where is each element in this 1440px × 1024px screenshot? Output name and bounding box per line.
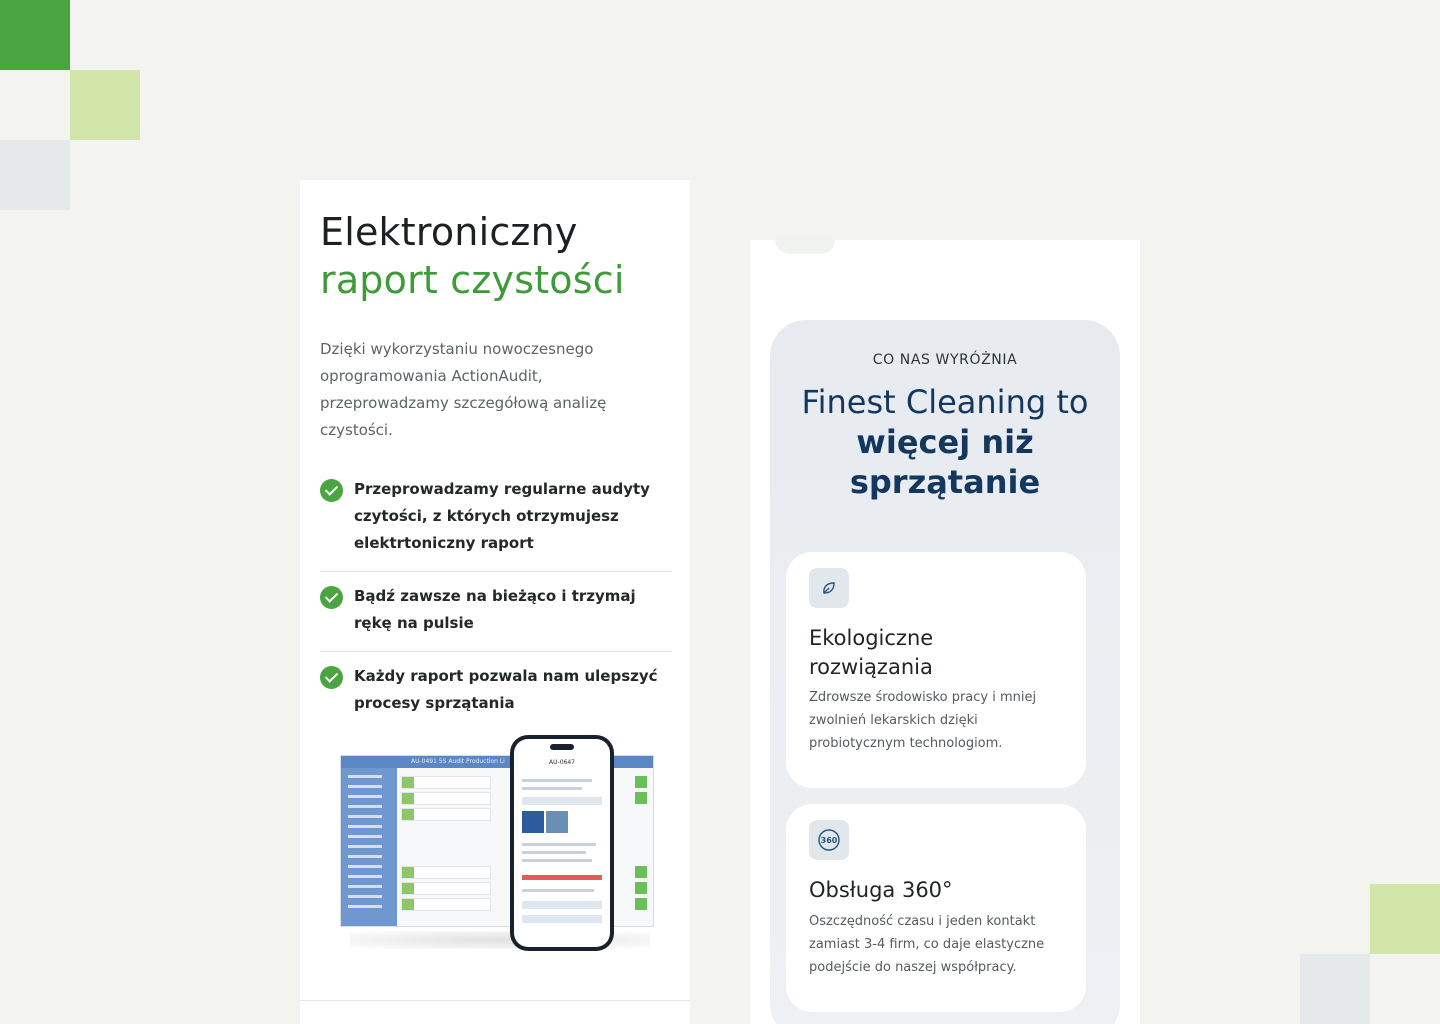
heading-line-1: Elektroniczny — [320, 210, 578, 254]
why-us-card — [770, 320, 1120, 1024]
headline-line-3: sprzątanie — [849, 463, 1041, 501]
laptop-row — [401, 808, 491, 821]
laptop-sidebar — [341, 768, 397, 926]
check-icon — [320, 479, 343, 502]
laptop-check — [635, 866, 647, 878]
feature-description: Oszczędność czasu i jeden kontakt zamiast 3-4 firm, co daje elastyczne podejście do naszej współpracy. — [809, 914, 1045, 975]
heading-line-2: raport czystości — [320, 258, 625, 302]
feature-description: Zdrowsze środowisko pracy i mniej zwolnień lekarskich dzięki probiotycznym technologiom. — [809, 690, 1037, 751]
why-us-headline — [770, 382, 1120, 502]
360-icon — [809, 820, 849, 860]
eyebrow-label: CO NAS WYRÓŻNIA — [872, 352, 1018, 368]
laptop-check — [635, 898, 647, 910]
decor-square-lightgreen — [70, 70, 140, 140]
intro-text: Dzięki wykorzystaniu nowoczesnego oprogramowania ActionAudit, przeprowadzamy szczegółową analizę czystości. — [320, 340, 607, 439]
feature-title: Ekologiczne rozwiązania — [809, 626, 934, 679]
headline-line-2: więcej niż — [856, 423, 1034, 461]
panel-tab — [775, 236, 835, 254]
decor-square-gray — [0, 140, 70, 210]
list-item — [320, 476, 671, 572]
check-icon — [320, 586, 343, 609]
laptop-row — [401, 792, 491, 805]
phone-screenshot — [510, 735, 614, 951]
laptop-row — [401, 776, 491, 789]
section-heading — [320, 208, 625, 304]
list-item — [320, 583, 671, 652]
list-item-text: Każdy raport pozwala nam ulepszyć procesy sprzątania — [354, 667, 658, 712]
laptop-title: AU-0491 5S Audit Production Li — [411, 758, 505, 765]
headline-line-1: Finest Cleaning to — [801, 383, 1089, 421]
list-item — [320, 663, 671, 731]
electronic-report-card — [300, 180, 690, 1024]
check-icon — [320, 666, 343, 689]
divider — [300, 1000, 690, 1001]
phone-title: AU-0647 — [549, 759, 575, 766]
actionaudit-device-illustration — [340, 735, 656, 955]
feature-list — [320, 476, 671, 742]
feature-card-eco — [786, 552, 1086, 788]
list-item-text: Przeprowadzamy regularne audyty czytości, z których otrzymujesz elektrtoniczny raport — [354, 480, 650, 552]
decor-square-gray — [1300, 954, 1370, 1024]
laptop-check — [635, 792, 647, 804]
laptop-row — [401, 866, 491, 879]
feature-title: Obsługa 360° — [809, 878, 953, 902]
list-item-text: Bądź zawsze na bieżąco i trzymaj rękę na pulsie — [354, 587, 636, 632]
360-icon-label: 360 — [820, 836, 838, 845]
laptop-check — [635, 776, 647, 788]
laptop-row — [401, 898, 491, 911]
laptop-row — [401, 882, 491, 895]
decor-square-lightgreen — [1370, 884, 1440, 954]
decor-square-green — [0, 0, 70, 70]
laptop-check — [635, 882, 647, 894]
leaf-icon — [809, 568, 849, 608]
feature-card-360 — [786, 804, 1086, 1012]
